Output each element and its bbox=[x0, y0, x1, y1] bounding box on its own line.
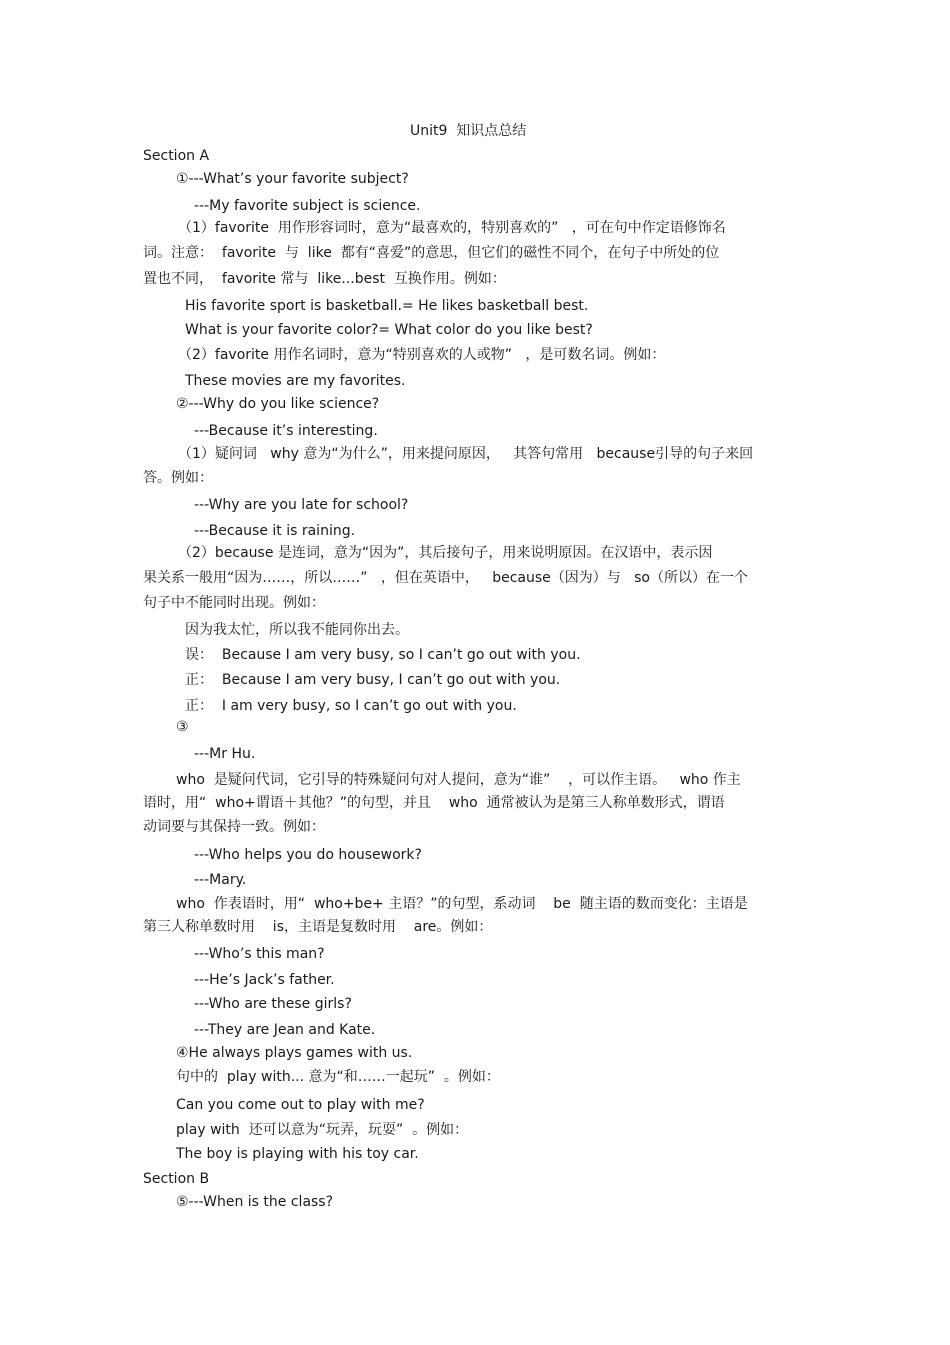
document-line: His favorite sport is basketball.= He likes basketball best. bbox=[185, 298, 589, 314]
document-line: 答。例如： bbox=[143, 470, 213, 486]
document-line: ②---Why do you like science? bbox=[176, 396, 380, 412]
document-line: 语时，用“ who+谓语＋其他？”的句型，并且 who 通常被认为是第三人称单数形式，谓语 bbox=[143, 795, 725, 811]
document-line: ---Because it’s interesting. bbox=[194, 423, 378, 439]
document-line: 正： Because I am very busy, I can’t go out with you. bbox=[185, 672, 561, 688]
document-line: ①---What’s your favorite subject? bbox=[176, 171, 409, 187]
document-line: 果关系一般用“因为……，所以……” ，但在英语中， because（因为）与 so（所以）在一个 bbox=[143, 570, 748, 586]
document-line: ④He always plays games with us. bbox=[176, 1045, 413, 1061]
document-line: ---Because it is raining. bbox=[194, 523, 356, 539]
document-line: ---Mary. bbox=[194, 872, 247, 888]
document-line: Section B bbox=[143, 1171, 210, 1187]
document-line: ---Mr Hu. bbox=[194, 746, 256, 762]
document-line: Section A bbox=[143, 148, 210, 164]
document-line: ---Who’s this man? bbox=[194, 946, 325, 962]
document-line: 第三人称单数时用 is，主语是复数时用 are。例如： bbox=[143, 919, 493, 935]
document-line: 正： I am very busy, so I can’t go out with you. bbox=[185, 698, 517, 714]
document-line: These movies are my favorites. bbox=[185, 373, 406, 389]
document-line: Can you come out to play with me? bbox=[176, 1097, 425, 1113]
document-line: ---He’s Jack’s father. bbox=[194, 972, 335, 988]
document-line: who 是疑问代词，它引导的特殊疑问句对人提问，意为“谁” ，可以作主语。 who 作主 bbox=[176, 772, 741, 788]
document-line: play with 还可以意为“玩弄，玩耍” 。例如： bbox=[176, 1122, 469, 1138]
document-line: ③ bbox=[176, 719, 189, 735]
document-line: ---Why are you late for school? bbox=[194, 497, 409, 513]
document-line: ---My favorite subject is science. bbox=[194, 198, 421, 214]
document-line: ---Who are these girls? bbox=[194, 996, 352, 1012]
document-line: 误： Because I am very busy, so I can’t go out with you. bbox=[185, 647, 581, 663]
document-line: The boy is playing with his toy car. bbox=[176, 1146, 419, 1162]
document-line: 动词要与其保持一致。例如： bbox=[143, 819, 325, 835]
document-title: Unit9 知识点总结 bbox=[410, 123, 527, 139]
document-line: 词。注意： favorite 与 like 都有“喜爱”的意思，但它们的磁性不同个，在句子中所处的位 bbox=[143, 245, 720, 261]
document-line: 句中的 play with... 意为“和……一起玩” 。例如： bbox=[176, 1069, 500, 1085]
document-line: 句子中不能同时出现。例如： bbox=[143, 595, 325, 611]
document-line: ---They are Jean and Kate. bbox=[194, 1022, 376, 1038]
document-line: （1）疑问词 why 意为“为什么”，用来提问原因， 其答句常用 because引导的句子来回 bbox=[178, 446, 754, 462]
document-line: 置也不同， favorite 常与 like...best 互换作用。例如： bbox=[143, 271, 506, 287]
document-line: （1）favorite 用作形容词时，意为“最喜欢的，特别喜欢的” ，可在句中作定语修饰名 bbox=[178, 220, 726, 236]
document-line: ---Who helps you do housework? bbox=[194, 847, 422, 863]
document-line: （2）because 是连词，意为“因为”，其后接句子，用来说明原因。在汉语中，表示因 bbox=[178, 545, 713, 561]
document-line: ⑤---When is the class? bbox=[176, 1194, 334, 1210]
document-line: （2）favorite 用作名词时，意为“特别喜欢的人或物” ，是可数名词。例如： bbox=[178, 347, 666, 363]
document-line: What is your favorite color?= What color do you like best? bbox=[185, 322, 593, 338]
document-line: 因为我太忙，所以我不能同你出去。 bbox=[185, 622, 409, 638]
document-line: who 作表语时，用“ who+be+ 主语？”的句型，系动词 be 随主语的数而变化：主语是 bbox=[176, 896, 748, 912]
